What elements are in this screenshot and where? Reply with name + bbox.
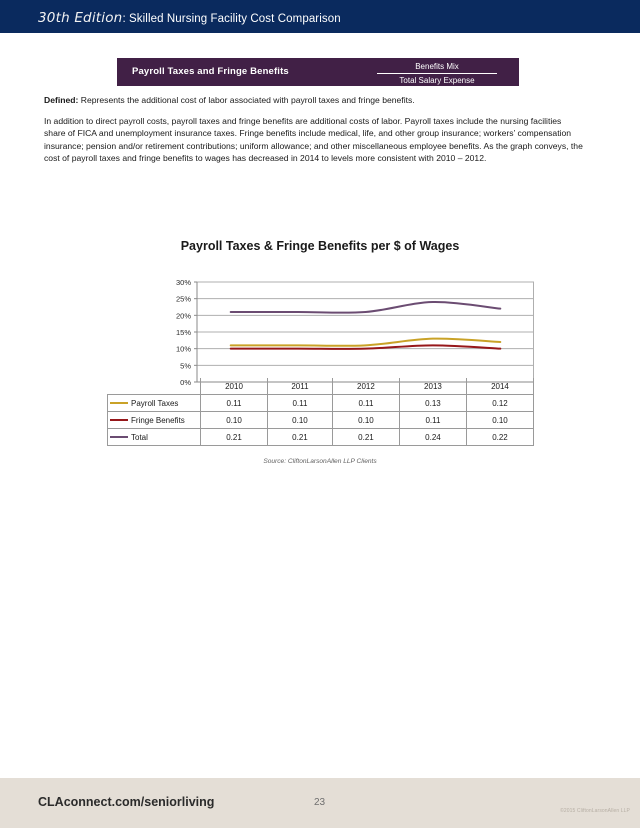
table-cell-value: 0.12 (466, 395, 533, 412)
table-year-header: 2013 (399, 378, 466, 395)
body-copy (44, 94, 584, 173)
legend-color-swatch (110, 436, 128, 438)
source-note: Source: CliftonLarsonAllen LLP Clients (263, 458, 377, 465)
table-cell-value: 0.11 (201, 395, 268, 412)
table-row (108, 412, 534, 429)
page-header-bar (0, 0, 640, 33)
legend-color-swatch (110, 419, 128, 421)
y-axis-tick-label: 20% (175, 311, 191, 321)
ratio-formula (377, 61, 497, 86)
footer-page-number: 23 (314, 797, 326, 808)
legend-entry (108, 395, 201, 412)
header-text-group (38, 9, 341, 27)
table-header-row (108, 378, 534, 395)
ratio-denominator: Total Salary Expense (399, 76, 475, 85)
table-cell-value: 0.24 (399, 429, 466, 446)
table-cell-value: 0.21 (201, 429, 268, 446)
y-axis-tick-label: 5% (180, 361, 191, 371)
table-year-header: 2011 (268, 378, 333, 395)
table-cell-value: 0.22 (466, 429, 533, 446)
y-axis-tick-label: 25% (175, 294, 191, 304)
section-banner-title: Payroll Taxes and Fringe Benefits (132, 66, 289, 77)
table-row (108, 395, 534, 412)
chart-series-line (231, 302, 501, 313)
footer-url[interactable]: CLAconnect.com/seniorliving (38, 795, 215, 809)
legend-series-name: Fringe Benefits (131, 415, 185, 425)
table-year-header: 2014 (466, 378, 533, 395)
table-cell-value: 0.21 (268, 429, 333, 446)
footer-copyright: ©2015 CliftonLarsonAllen LLP (560, 808, 630, 814)
legend-entry (108, 412, 201, 429)
defined-paragraph (44, 94, 584, 107)
defined-label: Defined: (44, 95, 79, 105)
chart-series-line (231, 339, 501, 346)
y-axis-tick-label: 0% (180, 378, 191, 387)
section-banner (117, 58, 519, 86)
legend-series-name: Total (131, 432, 148, 442)
legend-entry (108, 429, 201, 446)
table-row (108, 429, 534, 446)
y-axis-tick-label: 15% (175, 328, 191, 337)
table-cell-value: 0.10 (332, 412, 399, 429)
table-cell-value: 0.10 (201, 412, 268, 429)
table-corner-cell (108, 378, 201, 395)
table-cell-value: 0.11 (399, 412, 466, 429)
y-axis-tick-label: 30% (175, 278, 191, 287)
chart-data-table (107, 378, 534, 446)
table-cell-value: 0.11 (268, 395, 333, 412)
legend-color-swatch (110, 402, 128, 404)
table-cell-value: 0.11 (332, 395, 399, 412)
legend-series-name: Payroll Taxes (131, 398, 179, 408)
ratio-numerator: Benefits Mix (377, 61, 497, 74)
chart-title: Payroll Taxes & Fringe Benefits per $ of Wages (180, 239, 460, 253)
y-axis-tick-label: 10% (175, 344, 191, 354)
description-paragraph: In addition to direct payroll costs, payroll taxes and fringe benefits are additional costs of labor. Payroll taxes include the nursing facilities share of FICA and unemployment insurance taxes. Fringe benefits include medical, life, and other group insurance; workers’ compensation insurance; pension and/or retirement contributions; uniform allowance; and other miscellaneous employee benefits. As the graph conveys, the cost of payroll taxes and fringe benefits to wages has decreased in 2014 to levels more consistent with 2010 – 2012. (44, 115, 583, 164)
table-year-header: 2010 (201, 378, 268, 395)
table-cell-value: 0.21 (332, 429, 399, 446)
table-cell-value: 0.10 (466, 412, 533, 429)
edition-label: 30th Edition (38, 10, 123, 26)
table-year-header: 2012 (332, 378, 399, 395)
table-cell-value: 0.13 (399, 395, 466, 412)
defined-text: Represents the additional cost of labor associated with payroll taxes and fringe benefits. (78, 95, 415, 105)
table-cell-value: 0.10 (268, 412, 333, 429)
page-title: : Skilled Nursing Facility Cost Comparison (122, 13, 341, 25)
